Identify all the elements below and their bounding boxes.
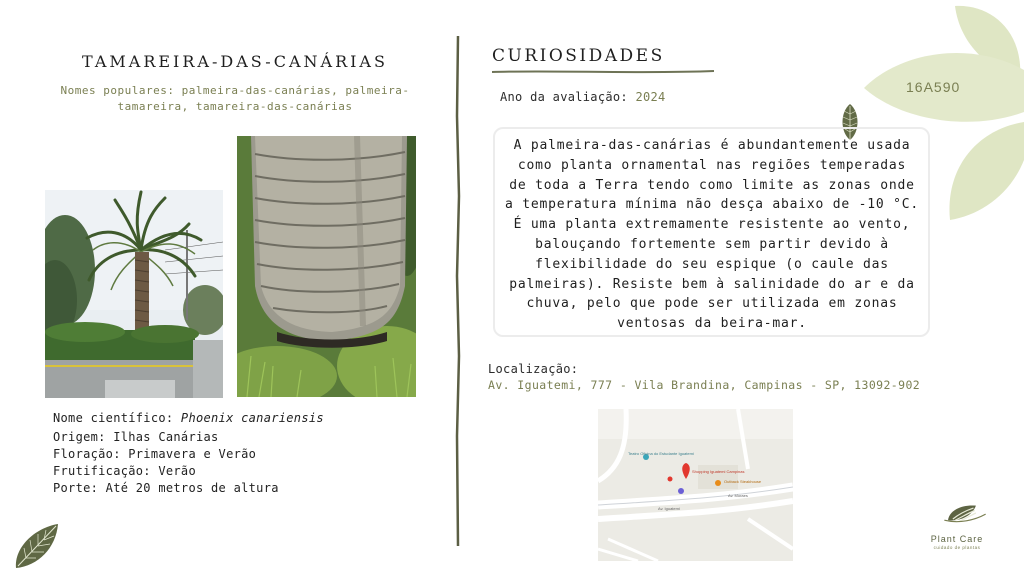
fact-flowering: Floração: Primavera e Verão	[53, 447, 257, 461]
year-label: Ano da avaliação:	[500, 90, 636, 104]
plant-code: 16A590	[906, 79, 961, 95]
map-label-avenue: Av. Iguatemi	[658, 506, 680, 511]
scientific-name-value: Phoenix canariensis	[180, 411, 324, 425]
text-line: ventosas da beira-mar.	[617, 316, 807, 332]
fact-origin: Origem: Ilhas Canárias	[53, 430, 219, 444]
location-map[interactable]	[598, 409, 793, 561]
map-label-avenue-2: Av. Moraes	[728, 493, 748, 498]
popular-names-line1: Nomes populares: palmeira-das-canárias, palmeira-	[60, 84, 410, 97]
leaf-lower	[949, 122, 1024, 220]
location-address[interactable]: Av. Iguatemi, 777 - Vila Brandina, Campinas - SP, 13092-902	[488, 378, 921, 392]
text-line: flexibilidade do seu espique (o caule das	[535, 256, 889, 272]
vertical-divider	[452, 36, 464, 546]
plant-facts	[53, 410, 324, 497]
brand-tagline: cuidado de plantas	[933, 545, 981, 550]
brand-name: Plant Care	[930, 534, 984, 544]
plant-care-logo-icon	[925, 502, 1005, 536]
curiosities-title: CURIOSIDADES	[492, 46, 665, 66]
fact-label: Nome científico:	[53, 411, 181, 425]
popular-names-line2: tamareira, tamareira-das-canárias	[117, 100, 353, 113]
popular-names	[45, 83, 425, 115]
palm-tree-photo	[45, 190, 223, 398]
text-line: balouçando fortemente sem partir devido à	[535, 236, 889, 252]
fact-size: Porte: Até 20 metros de altura	[53, 481, 279, 495]
map-pin-extra-icon	[678, 488, 684, 494]
trunk-closeup-photo	[237, 136, 416, 397]
fact-scientific-name	[53, 410, 324, 427]
text-line: de toda a Terra tendo como limite as zonas onde	[509, 177, 915, 193]
evaluation-year	[500, 90, 666, 104]
plant-title: TAMAREIRA-DAS-CANÁRIAS	[82, 52, 388, 71]
fact-fruiting: Frutificação: Verão	[53, 464, 196, 478]
text-line: É uma planta extremamente resistente ao vento,	[513, 217, 911, 233]
map-graphic	[598, 409, 793, 561]
text-line: chuva, pelo que pode ser utilizada em zonas	[526, 296, 898, 312]
map-label-theater: Teatro Oficina do Estudante Iguatemi	[628, 451, 694, 456]
curiosities-text	[498, 136, 926, 334]
map-pin-restaurant-icon	[715, 480, 721, 486]
title-underline	[492, 68, 714, 76]
text-line: como planta ornamental nas regiões temperadas	[517, 157, 907, 173]
leaf-icon-bottom-left	[12, 522, 60, 570]
text-line: A palmeira-das-canárias é abundantemente usada	[513, 138, 911, 153]
text-line: a temperatura mínima não desça abaixo de -10 °C.	[504, 197, 920, 213]
map-label-shopping: Shopping Iguatemi Campinas	[692, 469, 745, 474]
year-value: 2024	[635, 90, 666, 104]
map-pin-food-icon	[668, 477, 673, 482]
map-label-outback: Outback Steakhouse	[724, 479, 762, 484]
text-line: palmeiras). Resiste bem à salinidade do ar e da	[509, 276, 915, 292]
location-label: Localização:	[488, 362, 579, 376]
